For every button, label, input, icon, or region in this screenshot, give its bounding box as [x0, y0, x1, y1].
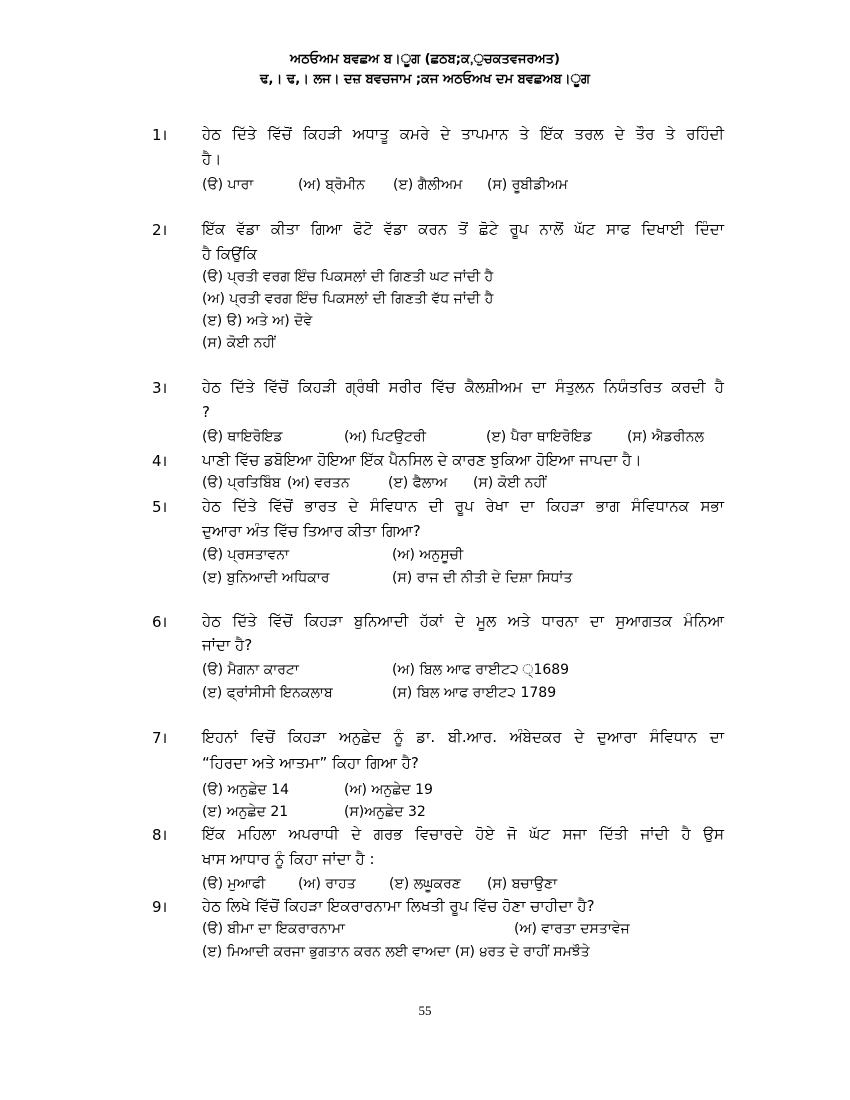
question-text: ਹੇਠ ਦਿੱਤੇ ਵਿੱਚੋਂ ਕਿਹੜੀ ਅਧਾਤੂ ਕਮਰੇ ਦੇ ਤਾਪਮਾਨ ਤੇ ਇੱਕ ਤਰਲ ਦੇ ਤੌਰ ਤੇ ਰਹਿੰਦੀ	[202, 125, 724, 143]
option-c: (ੲ) ਫ੍ਰਾਂਸੀਸੀ ਇਨਕਲਾਬ	[202, 685, 333, 701]
option-a: (ੳ) ਪ੍ਰਤਿਬਿੰਬ	[202, 475, 281, 491]
question-number: 2।	[152, 221, 168, 239]
question-text: “ਹਿਰਦਾ ਅਤੇ ਆਤਮਾ” ਕਿਹਾ ਗਿਆ ਹੈ?	[202, 754, 419, 772]
option-d: (ਸ) ਬਿਲ ਆਫ ਰਾਈਟ੨ 1789	[392, 685, 557, 701]
question-text: ?	[202, 403, 210, 421]
question-number: 1।	[152, 126, 168, 144]
option-d: (ਸ) ਕੋਈ ਨਹੀਂ	[202, 335, 276, 351]
option-d: (ਸ) ਐਡਰੀਨਲ	[627, 429, 704, 445]
question-text: ਹੇਠ ਦਿੱਤੇ ਵਿੱਚੋਂ ਕਿਹੜਾ ਬੁਨਿਆਦੀ ਹੱਕਾਂ ਦੇ ਮੂਲ ਅਤੇ ਧਾਰਨਾ ਦਾ ਸੁਆਗਤਕ ਮੰਨਿਆ	[202, 612, 724, 630]
question-number: 5।	[152, 498, 168, 516]
option-b: (ਅ) ਬਿਲ ਆਫ ਰਾਈਟ੨ ੍1689	[392, 662, 570, 678]
option-c: (ੲ) ੳ) ਅਤੇ ਅ) ਦੋਵੇ	[202, 313, 313, 329]
question-text: ਜਾਂਦਾ ਹੈ?	[202, 636, 253, 654]
question-number: 6।	[152, 613, 168, 631]
option-c: (ੲ) ਲਘੂਕਰਣ	[389, 876, 461, 892]
question-text: ਇਹਨਾਂ ਵਿਚੋਂ ਕਿਹੜਾ ਅਨੁਛੇਦ ਨੂੰ ਡਾ. ਬੀ.ਆਰ. ਅੰਬੇਦਕਰ ਦੇ ਦੁਆਰਾ ਸੰਵਿਧਾਨ ਦਾ	[202, 728, 724, 746]
option-b: (ਅ) ਅਨੁਸੂਚੀ	[392, 547, 464, 563]
question-text: ਹੇਠ ਦਿੱਤੇ ਵਿੱਚੋਂ ਕਿਹੜੀ ਗ੍ਰੰਥੀ ਸਰੀਰ ਵਿੱਚ ਕੈਲਸ਼ੀਅਮ ਦਾ ਸੰਤੁਲਨ ਨਿਯੰਤਰਿਤ ਕਰਦੀ ਹੈ	[202, 378, 724, 396]
question-number: 8।	[152, 826, 168, 844]
question-number: 9।	[152, 898, 168, 916]
option-d: (ਸ) ਬਚਾਉਣਾ	[487, 876, 558, 892]
option-c: (ੲ) ਪੈਰਾ ਥਾਇਰੋਇਡ	[486, 429, 592, 445]
question-number: 3।	[152, 379, 168, 397]
option-c: (ੲ) ਬੁਨਿਆਦੀ ਅਧਿਕਾਰ	[202, 570, 330, 586]
option-a: (ੳ) ਮੁਆਫੀ	[202, 876, 266, 892]
question-text: ਹੇਠ ਲਿਖੇ ਵਿੱਚੋਂ ਕਿਹੜਾ ਇਕਰਾਰਨਾਮਾ ਲਿਖਤੀ ਰੂਪ ਵਿੱਚ ਹੋਣਾ ਚਾਹੀਦਾ ਹੈ?	[202, 897, 595, 915]
option-a: (ੳ) ਥਾਇਰੋਇਡ	[202, 429, 283, 445]
page-header-title: ਅਠਓਅਮ ਬਵਛਅ ਬ।ੂਗ (ਛਠਬ;ਕ,ੁਚਕਤਵਜਰਅਤ)	[290, 52, 560, 67]
option-c-d: (ੲ) ਮਿਆਦੀ ਕਰਜਾ ਭੁਗਤਾਨ ਕਰਨ ਲਈ ਵਾਅਦਾ (ਸ) ੪ਰਤ ਦੇ ਰਾਹੀਂ ਸਮਝੌਤੇ	[202, 944, 590, 960]
option-a: (ੳ) ਬੀਮਾ ਦਾ ਇਕਰਾਰਨਾਮਾ	[202, 921, 345, 937]
option-b: (ਅ) ਵਾਰਤਾ ਦਸਤਾਵੇਜ	[514, 921, 630, 937]
option-a: (ੳ) ਪਾਰਾ	[202, 177, 254, 193]
option-b: (ਅ) ਵਰਤਨ	[287, 475, 350, 491]
question-text: ਦੁਆਰਾ ਅੰਤ ਵਿੱਚ ਤਿਆਰ ਕੀਤਾ ਗਿਆ?	[202, 522, 421, 540]
option-b: (ਅ) ਪਿਟਉਟਰੀ	[344, 429, 426, 445]
option-a: (ੳ) ਪ੍ਰਤੀ ਵਰਗ ਇੰਚ ਪਿਕਸਲਾਂ ਦੀ ਗਿਣਤੀ ਘਟ ਜਾਂਦੀ ਹੈ	[202, 269, 494, 285]
option-b: (ਅ) ਪ੍ਰਤੀ ਵਰਗ ਇੰਚ ਪਿਕਸਲਾਂ ਦੀ ਗਿਣਤੀ ਵੱਧ ਜਾਂਦੀ ਹੈ	[202, 291, 494, 307]
option-b: (ਅ) ਅਨੁਛੇਦ 19	[344, 782, 433, 798]
question-text: ਇੱਕ ਮਹਿਲਾ ਅਪਰਾਧੀ ਦੇ ਗਰਭ ਵਿਚਾਰਦੇ ਹੋਏ ਜੋ ਘੱਟ ਸਜਾ ਦਿੱਤੀ ਜਾਂਦੀ ਹੈ ਉਸ	[202, 825, 724, 843]
option-c: (ੲ) ਫੈਲਾਅ	[388, 475, 448, 491]
question-text: ਖਾਸ ਆਧਾਰ ਨੂੰ ਕਿਹਾ ਜਾਂਦਾ ਹੈ :	[202, 850, 375, 868]
question-text: ਹੇਠ ਦਿੱਤੇ ਵਿੱਚੋਂ ਭਾਰਤ ਦੇ ਸੰਵਿਧਾਨ ਦੀ ਰੂਪ ਰੇਖਾ ਦਾ ਕਿਹੜਾ ਭਾਗ ਸੰਵਿਧਾਨਕ ਸਭਾ	[202, 497, 724, 515]
question-text: ਹੈ।	[202, 150, 222, 168]
page-number: 55	[418, 1003, 432, 1018]
option-a: (ੳ) ਮੈਗਨਾ ਕਾਰਟਾ	[202, 662, 299, 678]
option-d: (ਸ)ਅਨੁਛੇਦ 32	[344, 804, 426, 820]
option-c: (ੲ) ਅਨੁਛੇਦ 21	[202, 804, 289, 820]
option-d: (ਸ) ਰਾਜ ਦੀ ਨੀਤੀ ਦੇ ਦਿਸ਼ਾ ਸਿਧਾਂਤ	[392, 570, 573, 586]
option-b: (ਅ) ਬ੍ਰੋਮੀਨ	[298, 177, 366, 193]
question-text: ਪਾਣੀ ਵਿੱਚ ਡਬੋਇਆ ਹੋਇਆ ਇੱਕ ਪੈਨਸਿਲ ਦੇ ਕਾਰਣ ਝੁਕਿਆ ਹੋਇਆ ਜਾਪਦਾ ਹੈ।	[202, 451, 642, 469]
option-a: (ੳ) ਅਨੁਛੇਦ 14	[202, 782, 290, 798]
question-text: ਇੱਕ ਵੱਡਾ ਕੀਤਾ ਗਿਆ ਫੋਟੋ ਵੱਡਾ ਕਰਨ ਤੋਂ ਛੋਟੇ ਰੂਪ ਨਾਲੋਂ ਘੱਟ ਸਾਫ ਦਿਖਾਈ ਦਿੰਦਾ	[202, 220, 724, 238]
option-a: (ੳ) ਪ੍ਰਸਤਾਵਨਾ	[202, 547, 290, 563]
option-c: (ੲ) ਗੈਲੀਅਮ	[393, 177, 463, 193]
question-number: 4।	[152, 452, 168, 470]
question-text: ਹੈ ਕਿਉਂਕਿ	[202, 245, 257, 263]
option-d: (ਸ) ਰੂਬੀਡੀਅਮ	[487, 177, 568, 193]
question-number: 7।	[152, 729, 168, 747]
option-d: (ਸ) ਕੋਈ ਨਹੀਂ	[473, 475, 547, 491]
option-b: (ਅ) ਰਾਹਤ	[298, 876, 356, 892]
page-header-subtitle: ਢ,। ਢ,। ਲਜ। ਦਜ਼ ਬਵਚਜਾਮ ;ਕਜ ਅਠਓਅਖ ਦਮ ਬਵਛਅਬ।ੂਗ	[260, 72, 590, 87]
